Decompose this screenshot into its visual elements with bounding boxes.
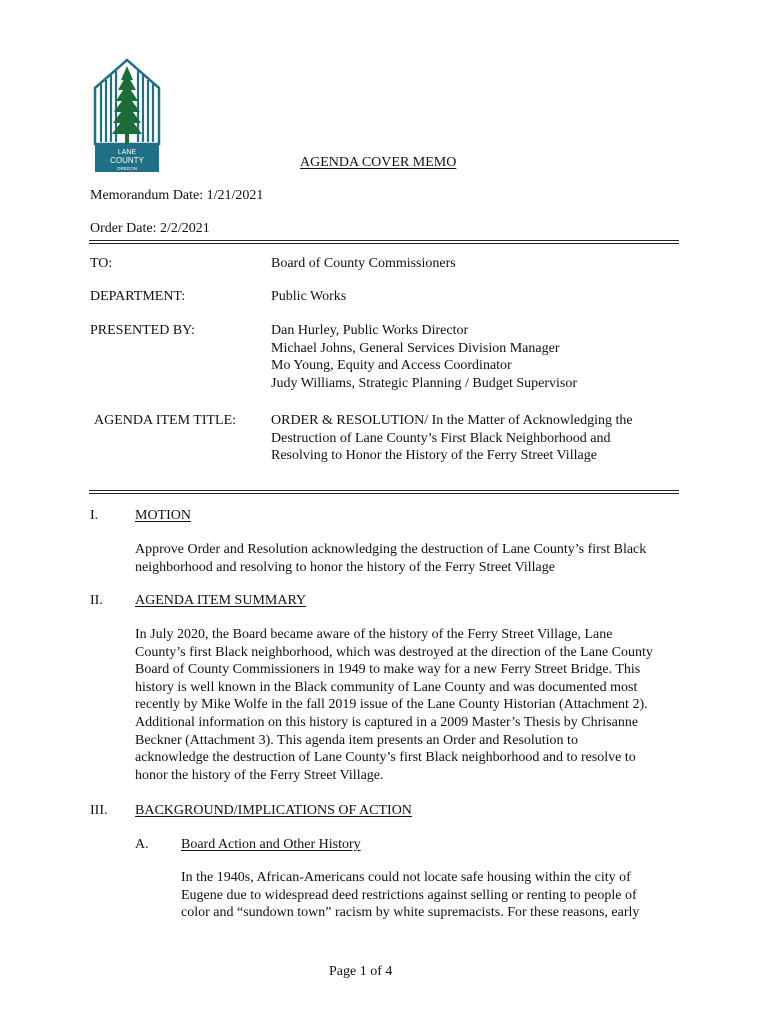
body-line: neighborhood and resolving to honor the history of the Ferry Street Village	[135, 559, 555, 575]
page-number: Page 1 of 4	[329, 964, 393, 979]
agenda-title-line: ORDER & RESOLUTION/ In the Matter of Acknowledging the	[271, 413, 633, 428]
department-value: Public Works	[271, 289, 347, 304]
subsection-a-body	[181, 869, 639, 922]
to-value: Board of County Commissioners	[271, 256, 456, 271]
body-line: color and “sundown town” racism by white supremacists. For these reasons, early	[181, 905, 640, 921]
section-3-heading: BACKGROUND/IMPLICATIONS OF ACTION	[135, 803, 412, 818]
memorandum-date: Memorandum Date: 1/21/2021	[90, 188, 264, 203]
body-line: Board of County Commissioners in 1949 to make way for a new Ferry Street Bridge. This	[135, 662, 641, 678]
body-line: Approve Order and Resolution acknowledging the destruction of Lane County’s first Black	[135, 542, 647, 557]
to-label: TO:	[90, 256, 113, 271]
section-2-heading: AGENDA ITEM SUMMARY	[135, 593, 307, 608]
body-line: Beckner (Attachment 3). This agenda item presents an Order and Resolution to	[135, 732, 578, 748]
memo-title: AGENDA COVER MEMO	[300, 155, 457, 170]
body-line: acknowledge the destruction of Lane County’s first Black neighborhood and to resolve to	[135, 750, 636, 766]
agenda-title-line: Destruction of Lane County’s First Black Neighborhood and	[271, 430, 611, 446]
presenter: Michael Johns, General Services Division Manager	[271, 340, 560, 356]
header-rule-top-1	[89, 240, 679, 241]
section-2-body	[135, 626, 653, 784]
body-line: In July 2020, the Board became aware of the history of the Ferry Street Village, Lane	[135, 627, 613, 642]
logo-text-line-3: OREGON	[116, 166, 138, 171]
presented-by-label: PRESENTED BY:	[90, 323, 195, 338]
section-1-body	[135, 541, 646, 576]
body-line: In the 1940s, African-Americans could not locate safe housing within the city of	[181, 870, 631, 885]
presenter: Judy Williams, Strategic Planning / Budget Supervisor	[271, 375, 577, 391]
logo-text-line-1: LANE	[117, 149, 137, 156]
section-3-number: III.	[90, 803, 108, 818]
presenter: Dan Hurley, Public Works Director	[271, 323, 469, 338]
header-rule-bottom-2	[89, 493, 679, 494]
header-rule-bottom-1	[89, 490, 679, 491]
body-line: history is well known in the Black community of Lane County and was documented most	[135, 679, 638, 695]
subsection-a-letter: A.	[135, 837, 149, 852]
body-line: Additional information on this history is captured in a 2009 Master’s Thesis by Chrisanne	[135, 714, 639, 730]
presenter: Mo Young, Equity and Access Coordinator	[271, 358, 512, 374]
header-rule-top-2	[89, 243, 679, 244]
department-label: DEPARTMENT:	[90, 289, 186, 304]
section-2-number: II.	[90, 593, 103, 608]
body-line: County’s first Black neighborhood, which was destroyed at the direction of the Lane County	[135, 644, 653, 660]
agenda-item-title-label: AGENDA ITEM TITLE:	[94, 413, 237, 428]
section-1-heading: MOTION	[135, 508, 191, 523]
body-line: Eugene due to widespread deed restrictions against selling or renting to people of	[181, 887, 637, 903]
agenda-title-line: Resolving to Honor the History of the Ferry Street Village	[271, 448, 597, 464]
order-date: Order Date: 2/2/2021	[90, 221, 210, 236]
subsection-a-heading: Board Action and Other History	[181, 837, 361, 852]
section-1-number: I.	[90, 508, 99, 523]
logo-text-line-2: COUNTY	[110, 156, 144, 165]
agenda-item-title	[271, 412, 633, 465]
body-line: honor the history of the Ferry Street Village.	[135, 767, 384, 783]
presenters-list	[271, 322, 577, 392]
lane-county-logo	[91, 58, 163, 174]
body-line: recently by Mike Wolfe in the fall 2019 issue of the Lane County Historian (Attachment 2).	[135, 697, 648, 713]
